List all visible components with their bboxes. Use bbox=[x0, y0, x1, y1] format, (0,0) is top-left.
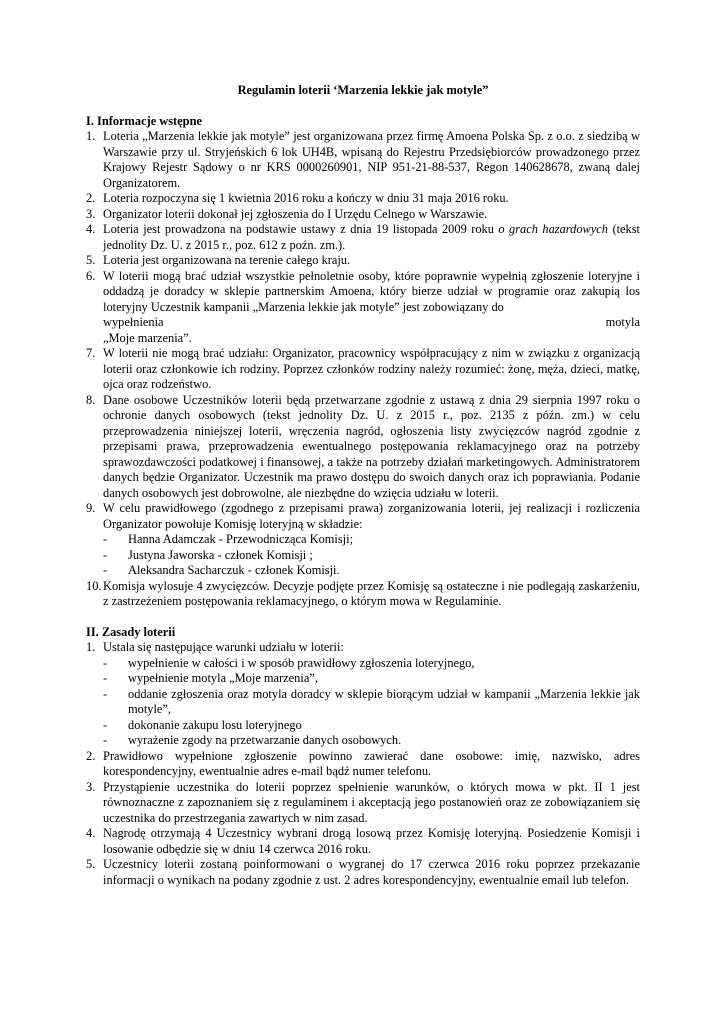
commission-members bbox=[103, 532, 640, 579]
list-item: 5. Loteria jest organizowana na terenie całego kraju. bbox=[86, 253, 351, 267]
list-item: 7. W loterii nie mogą brać udziału: Organizator, pracownicy współpracujący z nim w związku z organizacją loterii oraz członkowie ich rodziny. Poprzez członków rodziny należy rozumieć: żonę, męża, dzieci, matkę, ojca oraz rodzeństwo. bbox=[86, 346, 640, 391]
list-item: 1. Ustala się następujące warunki udziału w loterii: - wypełnienie w całości i w sposób prawidłowy zgłoszenia loteryjnego, - wypełnienie motyla „Moje marzenia”, - oddanie zgłoszenia oraz motyla doradcy w sklepie biorącym udział w kampanii „Marzenia lekkie jak motyle”, - dokonanie zakupu losu loteryjnego - wyrażenie zgody na przetwarzanie danych osobowych. bbox=[86, 640, 640, 747]
list-item: 4. Loteria jest prowadzona na podstawie ustawy z dnia 19 listopada 2009 roku o grach hazardowych (tekst jednolity Dz. U. z 2015 r., poz. 612 z poźn. zm.). bbox=[86, 222, 640, 252]
commission-member: - Aleksandra Sacharczuk - członek Komisji. bbox=[103, 563, 340, 577]
list-item: 2. Loteria rozpoczyna się 1 kwietnia 2016 roku a kończy w dniu 31 maja 2016 roku. bbox=[86, 191, 509, 205]
condition-item: - oddanie zgłoszenia oraz motyla doradcy w sklepie biorącym udział w kampanii „Marzenia lekkie jak motyle”, bbox=[103, 686, 640, 716]
list-item: 2. Prawidłowo wypełnione zgłoszenie powinno zawierać dane osobowe: imię, nazwisko, adres korespondencyjny, ewentualnie adres e-mail bądź numer telefonu. bbox=[86, 748, 640, 778]
condition-item: - wypełnienie motyla „Moje marzenia”, bbox=[103, 671, 318, 685]
list-item: 1. Loteria „Marzenia lekkie jak motyle” jest organizowana przez firmę Amoena Polska Sp. z o.o. z siedzibą w Warszawie przy ul. Stryjeńskich 6 lok UH4B, wpisaną do Rejestru Przedsiębiorców prowadzonego przez Krajowy Rejestr Sądowy o nr KRS 0000260901, NIP 951-21-88-537, Regon 140628678, zwaną dalej Organizatorem. bbox=[86, 129, 640, 190]
condition-item: - wyrażenie zgody na przetwarzanie danych osobowych. bbox=[103, 733, 402, 747]
list-item: 3. Przystąpienie uczestnika do loterii poprzez spełnienie warunków, o których mowa w pkt. II 1 jest równoznaczne z zapoznaniem się z regulaminem i akceptacją jego postanowień oraz ze zobowiązaniem się uczestnika do przestrzegania zawartych w nim zasad. bbox=[86, 779, 640, 825]
list-item: 10. Komisja wylosuje 4 zwycięzców. Decyzje podjęte przez Komisję są ostateczne i nie podlegają zaskarżeniu, z zastrzeżeniem postępowania reklamacyjnego, o którym mowa w Regulaminie. bbox=[86, 578, 640, 608]
document-title: Regulamin loterii ‘Marzenia lekkie jak motyle” bbox=[237, 83, 489, 97]
list-item: 6. W loterii mogą brać udział wszystkie pełnoletnie osoby, które poprawnie wypełnią zgłoszenie loteryjne i oddadzą je doradcy w sklepie partnerskim Amoena, który bierze udział w programie oraz zakupią los loteryjny Uczestnik kampanii „Marzenia lekkie jak motyle” jest zobowiązany do wypełnienia motyla „Moje marzenia”. bbox=[86, 268, 640, 345]
section-1-list bbox=[86, 129, 640, 610]
section-heading-1: I. Informacje wstępne bbox=[86, 113, 202, 128]
list-item: 8. Dane osobowe Uczestników loterii będą przetwarzane zgodnie z ustawą z dnia 29 sierpnia 1997 roku o ochronie danych osobowych (tekst jednolity Dz. U. z 2015 r., poz. 2135 z późn. zm.) w celu przeprowadzenia niniejszej loterii, wręczenia nagród, ogłoszenia listy zwycięzców nagród zgodnie z przepisami prawa, przeprowadzenia ewentualnego postępowania reklamacyjnego oraz na potrzeby sprawozdawczości podatkowej i finansowej, a także na potrzeby działań marketingowych. Administratorem danych będzie Organizator. Uczestnik ma prawo dostępu do swoich danych oraz ich poprawiania. Podanie danych osobowych jest dobrowolne, ale niezbędne do wzięcia udziału w loterii. bbox=[86, 392, 640, 500]
list-item: 9. W celu prawidłowego (zgodnego z przepisami prawa) zorganizowania loterii, jej realizacji i rozliczenia Organizator powołuje Komisję loteryjną w składzie: - Hanna Adamczak - Przewodnicząca Komisji; - Justyna Jaworska - członek Komisji ; - Aleksandra Sacharczuk - członek Komisji. bbox=[86, 501, 640, 577]
section-heading-2: II. Zasady loterii bbox=[86, 624, 176, 639]
justified-line: wypełnienia motyla bbox=[103, 315, 640, 329]
commission-member: - Hanna Adamczak - Przewodnicząca Komisji; bbox=[103, 532, 354, 546]
list-item: 4. Nagrodę otrzymają 4 Uczestnicy wybrani drogą losową przez Komisję loteryjną. Posiedzenie Komisji i losowanie odbędzie się w dniu 14 czerwca 2016 roku. bbox=[86, 826, 640, 856]
list-item: 5. Uczestnicy loterii zostaną poinformowani o wygranej do 17 czerwca 2016 roku poprzez przekazanie informacji o wynikach na podany zgodnie z ust. 2 adres korespondencyjny, ewentualnie email lub telefon. bbox=[86, 857, 640, 887]
conditions-list bbox=[103, 656, 640, 749]
condition-item: - dokonanie zakupu losu loteryjnego bbox=[103, 717, 302, 732]
section-2-list bbox=[86, 640, 640, 888]
list-item: 3. Organizator loterii dokonał jej zgłoszenia do I Urzędu Celnego w Warszawie. bbox=[86, 206, 488, 221]
condition-item: - wypełnienie w całości i w sposób prawidłowy zgłoszenia loteryjnego, bbox=[103, 655, 475, 670]
commission-member: - Justyna Jaworska - członek Komisji ; bbox=[103, 547, 313, 562]
document-page bbox=[86, 83, 640, 888]
